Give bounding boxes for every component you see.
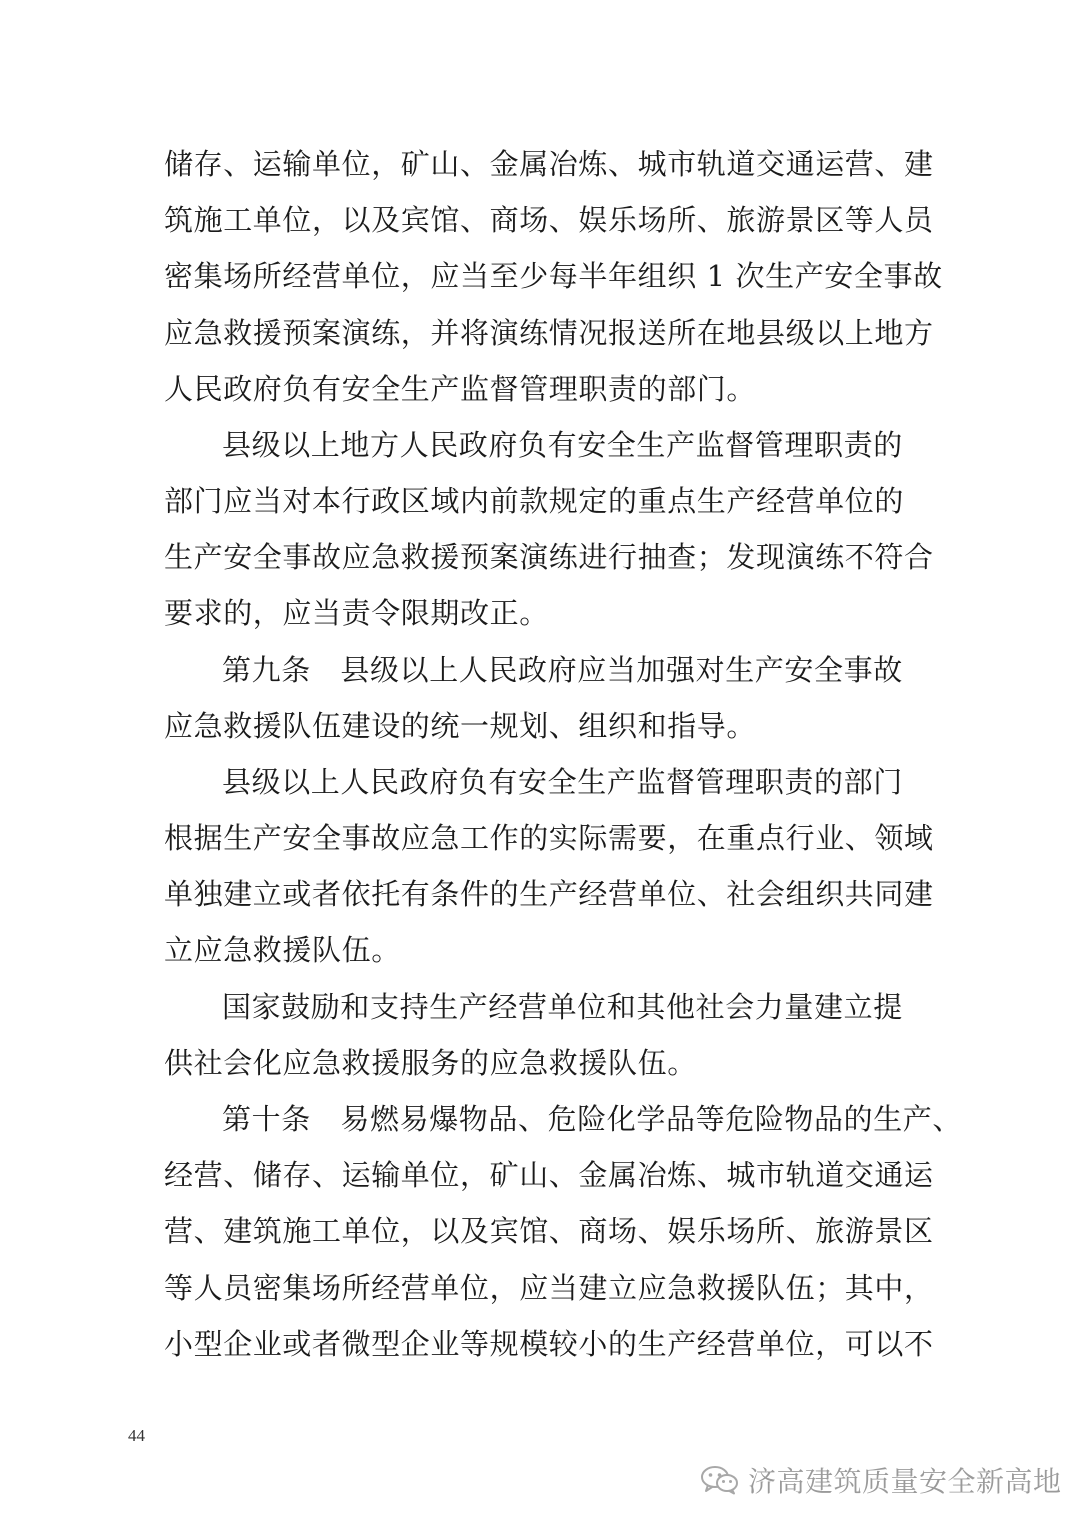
text-line: 人民政府负有安全生产监督管理职责的部门。 [164, 372, 757, 406]
text-line: 筑施工单位，以及宾馆、商场、娱乐场所、旅游景区等人员 [164, 203, 934, 237]
text-line: 等人员密集场所经营单位，应当建立应急救援队伍；其中， [164, 1271, 934, 1305]
text-line: 根据生产安全事故应急工作的实际需要，在重点行业、领域 [164, 821, 934, 855]
text-line: 经营、储存、运输单位，矿山、金属冶炼、城市轨道交通运 [164, 1158, 934, 1192]
text-line: 应急救援预案演练，并将演练情况报送所在地县级以上地方 [164, 316, 934, 350]
page-number: 44 [128, 1426, 145, 1445]
text-line: 立应急救援队伍。 [164, 933, 401, 967]
watermark-text: 济高建筑质量安全新高地 [748, 1465, 1062, 1498]
text-line: 生产安全事故应急救援预案演练进行抽查；发现演练不符合 [164, 540, 934, 574]
article-heading-line: 第九条 县级以上人民政府应当加强对生产安全事故 [222, 653, 903, 687]
text-line: 密集场所经营单位，应当至少每半年组织 1 次生产安全事故 [164, 259, 943, 293]
article-heading-line: 第十条 易燃易爆物品、危险化学品等危险物品的生产、 [222, 1102, 963, 1136]
watermark [700, 1460, 1062, 1500]
text-line: 小型企业或者微型企业等规模较小的生产经营单位，可以不 [164, 1327, 934, 1361]
text-line: 部门应当对本行政区域内前款规定的重点生产经营单位的 [164, 484, 905, 518]
text-line: 营、建筑施工单位，以及宾馆、商场、娱乐场所、旅游景区 [164, 1214, 934, 1248]
text-line: 要求的，应当责令限期改正。 [164, 596, 549, 630]
paragraph-first-line: 国家鼓励和支持生产经营单位和其他社会力量建立提 [222, 990, 903, 1024]
paragraph-first-line: 县级以上人民政府负有安全生产监督管理职责的部门 [222, 765, 903, 799]
paragraph-first-line: 县级以上地方人民政府负有安全生产监督管理职责的 [222, 428, 903, 462]
wechat-icon [700, 1465, 740, 1495]
text-line: 供社会化应急救援服务的应急救援队伍。 [164, 1046, 697, 1080]
text-line: 应急救援队伍建设的统一规划、组织和指导。 [164, 709, 757, 743]
text-line: 储存、运输单位，矿山、金属冶炼、城市轨道交通运营、建 [164, 147, 934, 181]
text-line: 单独建立或者依托有条件的生产经营单位、社会组织共同建 [164, 877, 934, 911]
